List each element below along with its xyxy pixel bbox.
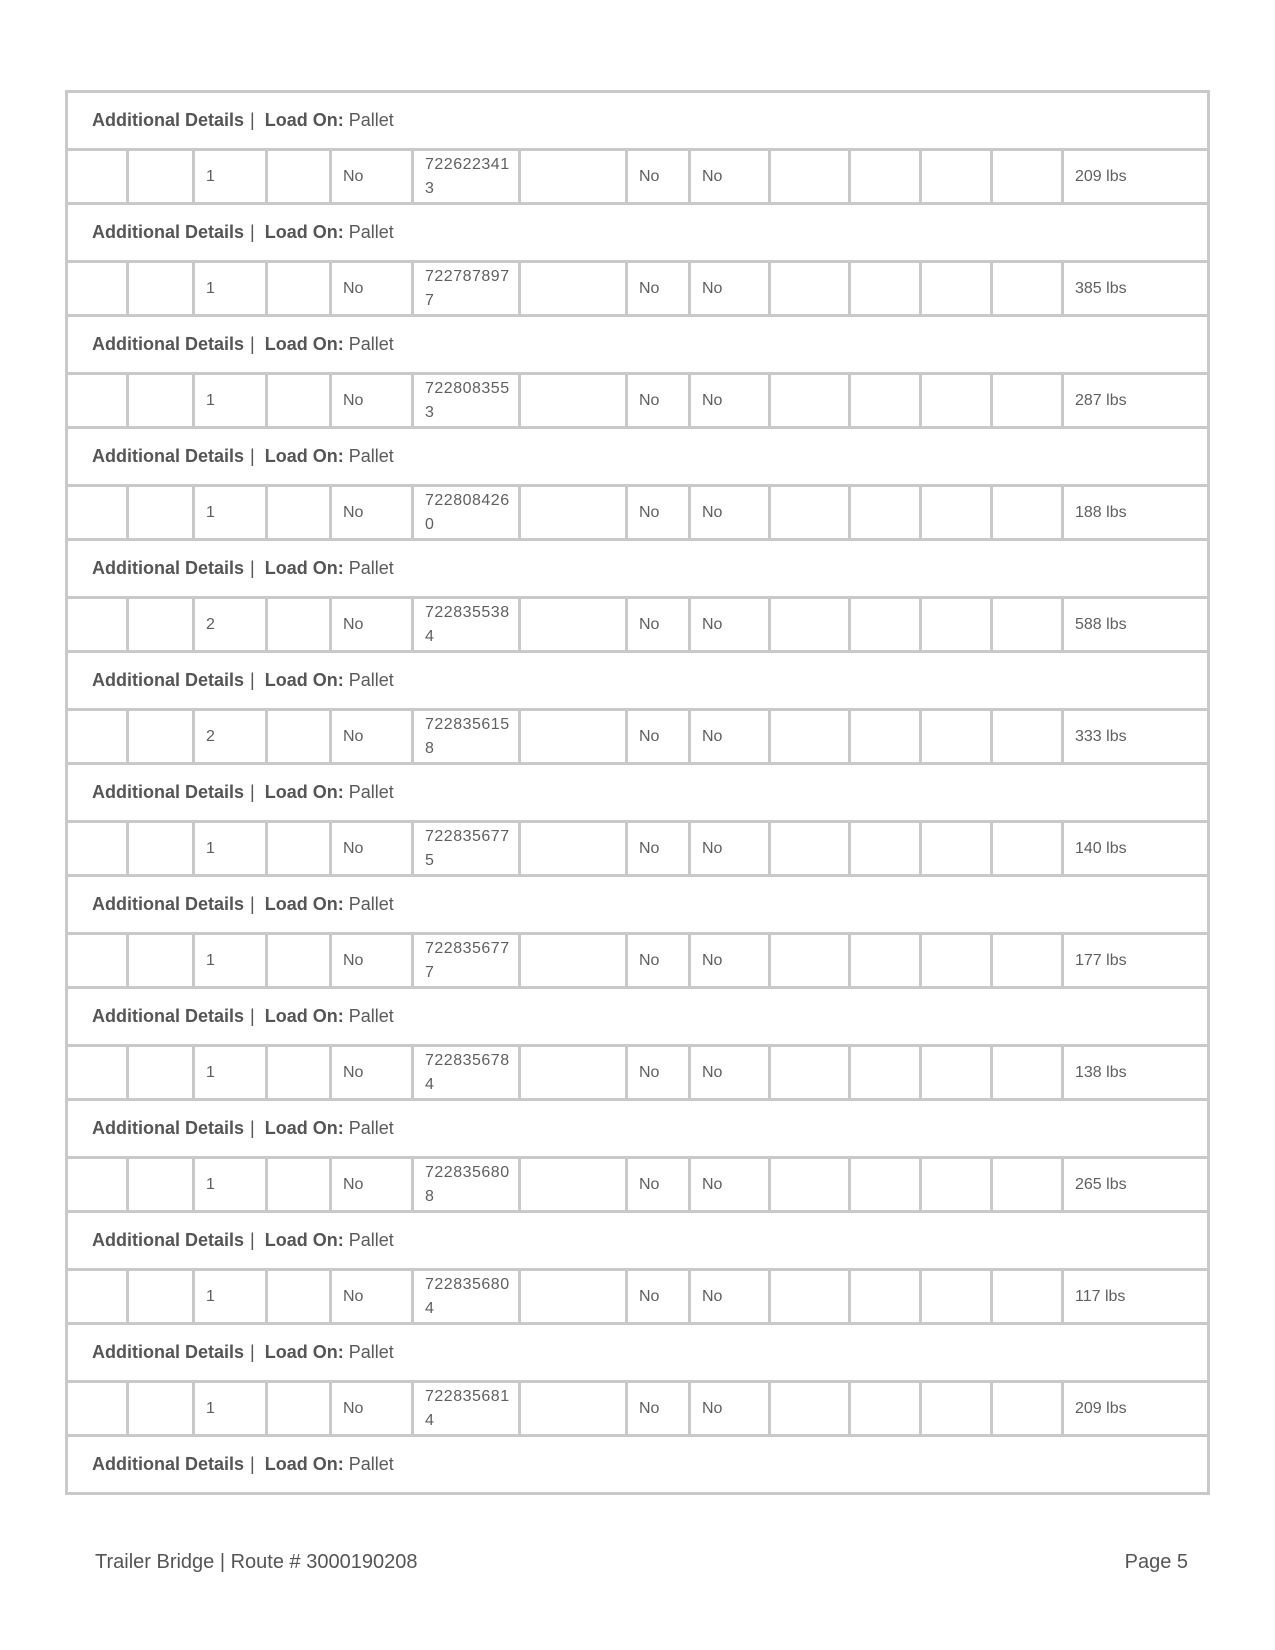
hazmat-cell: No [329, 935, 411, 986]
hazmat-cell: No [329, 151, 411, 202]
item-number-text: 7228083553 [425, 379, 510, 421]
hazmat-cell: No [329, 599, 411, 650]
empty-cell [265, 151, 329, 202]
quantity-cell: 1 [192, 375, 265, 426]
additional-details-row [68, 653, 1207, 708]
table-row [68, 1380, 1207, 1437]
details-separator: | [250, 670, 255, 690]
empty-cell [518, 1271, 625, 1322]
details-separator: | [250, 110, 255, 130]
empty-cell [990, 1383, 1061, 1434]
empty-cell [265, 1159, 329, 1210]
empty-cell [919, 487, 990, 538]
empty-cell [990, 1271, 1061, 1322]
additional-details-row [68, 429, 1207, 484]
empty-cell [68, 823, 126, 874]
additional-details-label: Additional Details [92, 334, 245, 354]
flag-cell: No [688, 1159, 768, 1210]
additional-details-label: Additional Details [92, 1006, 245, 1026]
flag-cell: No [625, 599, 688, 650]
empty-cell [126, 935, 192, 986]
load-on-value: Pallet [348, 894, 394, 914]
table-row [68, 148, 1207, 205]
empty-cell [848, 263, 919, 314]
table-row [68, 1268, 1207, 1325]
item-number-text: 7228356158 [425, 715, 510, 757]
empty-cell [990, 487, 1061, 538]
empty-cell [265, 1383, 329, 1434]
load-on-value: Pallet [348, 1118, 394, 1138]
table-row [68, 372, 1207, 429]
additional-details-label: Additional Details [92, 670, 245, 690]
details-separator: | [250, 1454, 255, 1474]
table-row [68, 708, 1207, 765]
empty-cell [768, 375, 848, 426]
load-on-value: Pallet [348, 1454, 394, 1474]
load-on-label: Load On: [264, 222, 344, 242]
empty-cell [265, 375, 329, 426]
empty-cell [265, 935, 329, 986]
empty-cell [919, 711, 990, 762]
empty-cell [848, 935, 919, 986]
load-on-label: Load On: [264, 782, 344, 802]
flag-cell: No [625, 375, 688, 426]
empty-cell [68, 935, 126, 986]
table-row [68, 820, 1207, 877]
empty-cell [990, 1159, 1061, 1210]
table-row [68, 932, 1207, 989]
weight-cell: 588 lbs [1061, 599, 1207, 650]
quantity-cell: 1 [192, 935, 265, 986]
weight-cell: 140 lbs [1061, 823, 1207, 874]
item-number-cell [411, 151, 518, 202]
hazmat-cell: No [329, 1159, 411, 1210]
empty-cell [126, 823, 192, 874]
flag-cell: No [688, 711, 768, 762]
empty-cell [768, 1047, 848, 1098]
weight-cell: 333 lbs [1061, 711, 1207, 762]
empty-cell [990, 711, 1061, 762]
additional-details-row [68, 317, 1207, 372]
additional-details-row [68, 541, 1207, 596]
details-separator: | [250, 1118, 255, 1138]
flag-cell: No [625, 263, 688, 314]
table-row [68, 260, 1207, 317]
empty-cell [68, 1047, 126, 1098]
item-number-text: 7228356777 [425, 939, 510, 981]
item-number-text: 7228356784 [425, 1051, 510, 1093]
empty-cell [518, 1047, 625, 1098]
flag-cell: No [688, 263, 768, 314]
quantity-cell: 1 [192, 823, 265, 874]
empty-cell [126, 1383, 192, 1434]
empty-cell [848, 711, 919, 762]
freight-table [65, 90, 1210, 1495]
item-number-cell [411, 1159, 518, 1210]
weight-cell: 138 lbs [1061, 1047, 1207, 1098]
additional-details-row [68, 93, 1207, 148]
empty-cell [518, 151, 625, 202]
empty-cell [848, 599, 919, 650]
additional-details-label: Additional Details [92, 446, 245, 466]
item-number-cell [411, 1271, 518, 1322]
table-row [68, 484, 1207, 541]
empty-cell [265, 487, 329, 538]
quantity-cell: 2 [192, 599, 265, 650]
load-on-value: Pallet [348, 558, 394, 578]
quantity-cell: 1 [192, 1159, 265, 1210]
additional-details-row [68, 1213, 1207, 1268]
empty-cell [919, 151, 990, 202]
additional-details-label: Additional Details [92, 782, 245, 802]
empty-cell [68, 711, 126, 762]
empty-cell [768, 935, 848, 986]
empty-cell [848, 151, 919, 202]
empty-cell [990, 375, 1061, 426]
quantity-cell: 1 [192, 151, 265, 202]
weight-cell: 287 lbs [1061, 375, 1207, 426]
load-on-label: Load On: [264, 334, 344, 354]
empty-cell [265, 823, 329, 874]
quantity-cell: 1 [192, 263, 265, 314]
additional-details-row [68, 989, 1207, 1044]
additional-details-row [68, 877, 1207, 932]
flag-cell: No [688, 375, 768, 426]
load-on-label: Load On: [264, 110, 344, 130]
details-separator: | [250, 894, 255, 914]
table-row [68, 1044, 1207, 1101]
additional-details-row [68, 205, 1207, 260]
hazmat-cell: No [329, 1383, 411, 1434]
quantity-cell: 1 [192, 1271, 265, 1322]
empty-cell [265, 599, 329, 650]
empty-cell [126, 487, 192, 538]
empty-cell [768, 263, 848, 314]
details-separator: | [250, 1342, 255, 1362]
item-number-cell [411, 375, 518, 426]
hazmat-cell: No [329, 263, 411, 314]
empty-cell [848, 823, 919, 874]
empty-cell [848, 1159, 919, 1210]
load-on-label: Load On: [264, 1118, 344, 1138]
weight-cell: 209 lbs [1061, 1383, 1207, 1434]
additional-details-label: Additional Details [92, 1454, 245, 1474]
empty-cell [518, 823, 625, 874]
empty-cell [126, 599, 192, 650]
quantity-cell: 1 [192, 487, 265, 538]
empty-cell [265, 1047, 329, 1098]
item-number-cell [411, 1047, 518, 1098]
additional-details-row [68, 1437, 1207, 1492]
empty-cell [919, 823, 990, 874]
quantity-cell: 1 [192, 1047, 265, 1098]
empty-cell [919, 1159, 990, 1210]
empty-cell [68, 151, 126, 202]
empty-cell [919, 375, 990, 426]
quantity-cell: 2 [192, 711, 265, 762]
empty-cell [518, 1159, 625, 1210]
flag-cell: No [625, 151, 688, 202]
empty-cell [518, 263, 625, 314]
item-number-text: 7228356775 [425, 827, 510, 869]
load-on-value: Pallet [348, 1342, 394, 1362]
item-number-text: 7226223413 [425, 155, 510, 197]
empty-cell [768, 1383, 848, 1434]
additional-details-row [68, 765, 1207, 820]
empty-cell [848, 1047, 919, 1098]
load-on-label: Load On: [264, 894, 344, 914]
weight-cell: 265 lbs [1061, 1159, 1207, 1210]
additional-details-label: Additional Details [92, 110, 245, 130]
empty-cell [919, 599, 990, 650]
flag-cell: No [625, 823, 688, 874]
empty-cell [68, 487, 126, 538]
footer-page-number: Page 5 [1124, 1551, 1188, 1573]
empty-cell [265, 263, 329, 314]
empty-cell [768, 151, 848, 202]
flag-cell: No [625, 935, 688, 986]
flag-cell: No [688, 935, 768, 986]
item-number-cell [411, 487, 518, 538]
weight-cell: 117 lbs [1061, 1271, 1207, 1322]
load-on-value: Pallet [348, 1006, 394, 1026]
additional-details-label: Additional Details [92, 1230, 245, 1250]
additional-details-label: Additional Details [92, 1118, 245, 1138]
empty-cell [518, 599, 625, 650]
load-on-value: Pallet [348, 670, 394, 690]
hazmat-cell: No [329, 375, 411, 426]
item-number-text: 7228356808 [425, 1163, 510, 1205]
empty-cell [126, 263, 192, 314]
details-separator: | [250, 222, 255, 242]
item-number-cell [411, 935, 518, 986]
empty-cell [68, 1383, 126, 1434]
flag-cell: No [625, 1047, 688, 1098]
details-separator: | [250, 1006, 255, 1026]
item-number-cell [411, 263, 518, 314]
details-separator: | [250, 1230, 255, 1250]
hazmat-cell: No [329, 711, 411, 762]
details-separator: | [250, 334, 255, 354]
flag-cell: No [625, 1383, 688, 1434]
load-on-label: Load On: [264, 670, 344, 690]
empty-cell [68, 599, 126, 650]
load-on-label: Load On: [264, 1230, 344, 1250]
flag-cell: No [688, 1383, 768, 1434]
empty-cell [768, 487, 848, 538]
empty-cell [265, 711, 329, 762]
empty-cell [919, 1047, 990, 1098]
weight-cell: 188 lbs [1061, 487, 1207, 538]
empty-cell [768, 599, 848, 650]
load-on-value: Pallet [348, 782, 394, 802]
empty-cell [126, 1047, 192, 1098]
empty-cell [768, 1159, 848, 1210]
load-on-value: Pallet [348, 110, 394, 130]
weight-cell: 177 lbs [1061, 935, 1207, 986]
empty-cell [518, 1383, 625, 1434]
weight-cell: 385 lbs [1061, 263, 1207, 314]
details-separator: | [250, 558, 255, 578]
empty-cell [518, 375, 625, 426]
additional-details-label: Additional Details [92, 558, 245, 578]
empty-cell [990, 1047, 1061, 1098]
item-number-cell [411, 711, 518, 762]
empty-cell [848, 375, 919, 426]
additional-details-row [68, 1101, 1207, 1156]
empty-cell [768, 823, 848, 874]
additional-details-label: Additional Details [92, 894, 245, 914]
empty-cell [848, 1271, 919, 1322]
item-number-text: 7228084260 [425, 491, 510, 533]
item-number-text: 7228356804 [425, 1275, 510, 1317]
empty-cell [768, 711, 848, 762]
empty-cell [990, 935, 1061, 986]
table-row [68, 1156, 1207, 1213]
flag-cell: No [688, 1271, 768, 1322]
empty-cell [848, 487, 919, 538]
empty-cell [990, 263, 1061, 314]
footer-route: Trailer Bridge | Route # 3000190208 [95, 1551, 418, 1573]
load-on-label: Load On: [264, 1342, 344, 1362]
empty-cell [68, 1271, 126, 1322]
empty-cell [919, 1383, 990, 1434]
empty-cell [126, 151, 192, 202]
details-separator: | [250, 446, 255, 466]
empty-cell [919, 263, 990, 314]
details-separator: | [250, 782, 255, 802]
flag-cell: No [688, 599, 768, 650]
empty-cell [990, 599, 1061, 650]
empty-cell [126, 1271, 192, 1322]
quantity-cell: 1 [192, 1383, 265, 1434]
flag-cell: No [625, 711, 688, 762]
flag-cell: No [625, 1159, 688, 1210]
empty-cell [848, 1383, 919, 1434]
item-number-text: 7228356814 [425, 1387, 510, 1429]
additional-details-label: Additional Details [92, 222, 245, 242]
load-on-value: Pallet [348, 446, 394, 466]
empty-cell [518, 487, 625, 538]
table-row [68, 596, 1207, 653]
weight-cell: 209 lbs [1061, 151, 1207, 202]
load-on-label: Load On: [264, 558, 344, 578]
item-number-cell [411, 823, 518, 874]
item-number-text: 7228355384 [425, 603, 510, 645]
empty-cell [126, 1159, 192, 1210]
empty-cell [518, 935, 625, 986]
item-number-cell [411, 1383, 518, 1434]
empty-cell [518, 711, 625, 762]
empty-cell [990, 823, 1061, 874]
empty-cell [265, 1271, 329, 1322]
flag-cell: No [688, 151, 768, 202]
empty-cell [68, 263, 126, 314]
flag-cell: No [688, 823, 768, 874]
hazmat-cell: No [329, 1047, 411, 1098]
load-on-label: Load On: [264, 1006, 344, 1026]
empty-cell [919, 935, 990, 986]
hazmat-cell: No [329, 1271, 411, 1322]
hazmat-cell: No [329, 487, 411, 538]
load-on-value: Pallet [348, 222, 394, 242]
load-on-label: Load On: [264, 446, 344, 466]
flag-cell: No [625, 1271, 688, 1322]
additional-details-label: Additional Details [92, 1342, 245, 1362]
empty-cell [126, 375, 192, 426]
item-number-cell [411, 599, 518, 650]
empty-cell [126, 711, 192, 762]
empty-cell [990, 151, 1061, 202]
flag-cell: No [625, 487, 688, 538]
empty-cell [68, 375, 126, 426]
hazmat-cell: No [329, 823, 411, 874]
item-number-text: 7227878977 [425, 267, 510, 309]
load-on-label: Load On: [264, 1454, 344, 1474]
flag-cell: No [688, 487, 768, 538]
additional-details-row [68, 1325, 1207, 1380]
load-on-value: Pallet [348, 1230, 394, 1250]
load-on-value: Pallet [348, 334, 394, 354]
empty-cell [68, 1159, 126, 1210]
empty-cell [919, 1271, 990, 1322]
empty-cell [768, 1271, 848, 1322]
flag-cell: No [688, 1047, 768, 1098]
